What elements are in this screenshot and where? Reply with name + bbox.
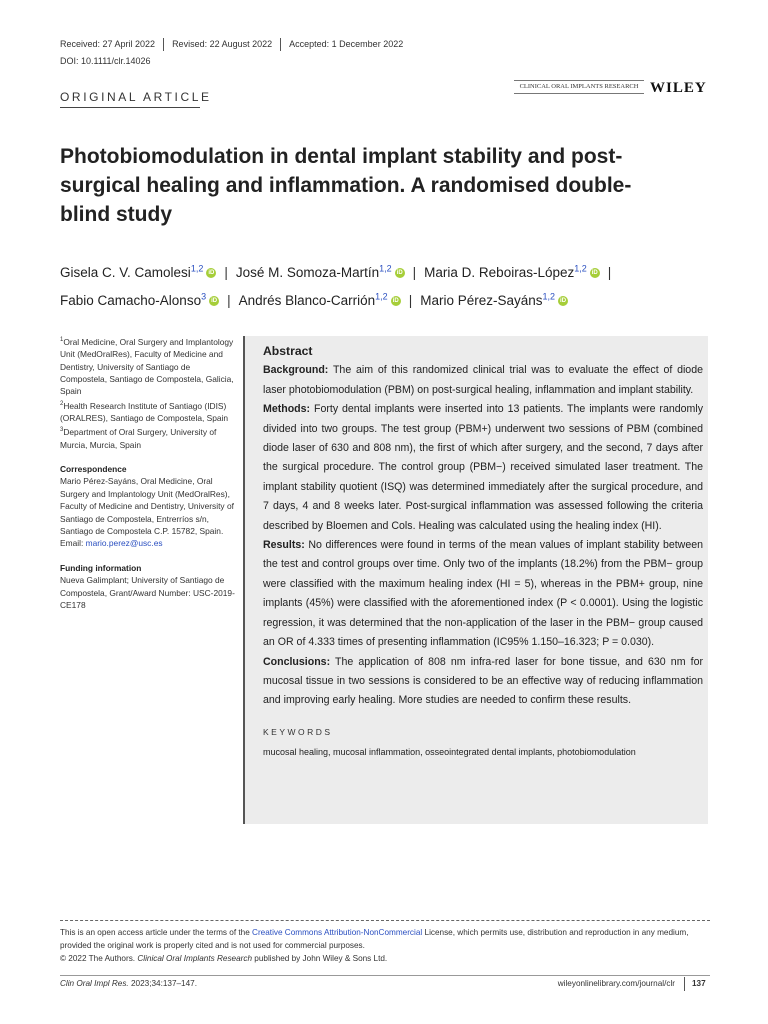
divider bbox=[163, 38, 164, 51]
author-separator: | bbox=[227, 293, 231, 308]
abstract-conclusions: Conclusions: The application of 808 nm infra-red laser for bone tissue, and 630 nm for mucosal tissue in two sessions is considered to be an effective way of reducing inflammation and improving early healing. More studies are needed to confirm these results. bbox=[263, 655, 703, 707]
keywords-heading: KEYWORDS bbox=[263, 726, 333, 737]
author-name[interactable]: Mario Pérez-Sayáns$^{1,2}$ iD bbox=[420, 291, 567, 308]
email-link[interactable]: mario.perez@usc.es bbox=[85, 538, 163, 549]
abstract-background: Background: The aim of this randomized clinical trial was to evaluate the effect of diode laser photobiomodulation (PBM) on post-surgical healing, inflammation and implant stability. bbox=[263, 364, 703, 396]
section-rule bbox=[60, 107, 200, 108]
author-affiliation: 1,2 bbox=[379, 263, 392, 273]
affiliation-item: $^3$Department of Oral Surgery, University of Murcia, Murcia, Spain bbox=[60, 427, 217, 450]
orcid-icon[interactable]: iD bbox=[591, 269, 598, 276]
author-name[interactable]: Maria D. Reboiras-López$^{1,2}$ iD bbox=[424, 263, 598, 280]
affiliation-item: $^1$Oral Medicine, Oral Surgery and Implantology Unit (MedOralRes), Faculty of Medicine and Dentistry, University of Santiago de Compostela, Santiago de Compostela, Galicia, Spain bbox=[60, 336, 234, 397]
author-name[interactable]: Andrés Blanco-Carrión$^{1,2}$ iD bbox=[238, 291, 399, 308]
abstract-box bbox=[243, 336, 708, 824]
abstract-methods: Methods: Forty dental implants were inserted into 13 patients. The implants were randomly divided into two groups. The test group (PBM+) underwent two sessions of PBM (combined diode laser of 630 and 808 nm), the first of which after surgery, and the second, 7 days after the surgical procedure. The control group (PBM−) received simulated laser treatment. The implant stability quotient (ISQ) was determined immediately after the surgical procedure, and 7 days, 4 and 8 weeks later. Post-surgical inflammation was assessed following the criteria described by Bloemen and Cols. Healing was calculated using the healing index (HI). bbox=[263, 403, 703, 532]
author-affiliation: 3 bbox=[201, 291, 207, 302]
funding-heading: Funding information bbox=[60, 562, 142, 573]
divider bbox=[684, 977, 685, 991]
page-number: 137 bbox=[692, 979, 706, 988]
correspondence-text: Mario Pérez-Sayáns, Oral Medicine, Oral Surgery and Implantology Unit (MedOralRes), Faculty of Medicine and Dentistry, University of Santiago de Compostela, Entrerríos s/n, Santiago de Compostela C.P. 15782, Spain. Email: mario.perez@usc.es bbox=[60, 476, 234, 549]
author-separator: | bbox=[607, 264, 612, 280]
author-name[interactable]: José M. Somoza-Martín$^{1,2}$ iD bbox=[235, 263, 403, 280]
author-list bbox=[60, 256, 720, 313]
doi[interactable]: DOI: 10.1111/clr.14026 bbox=[60, 56, 151, 66]
journal-url[interactable]: wileyonlinelibrary.com/journal/clr bbox=[557, 979, 675, 988]
correspondence bbox=[60, 463, 235, 550]
affiliation-item: $^2$Health Research Institute of Santiago (IDIS) (ORALRES), Santiago de Compostela, Spain bbox=[60, 400, 229, 424]
journal-logo: CLINICAL ORAL IMPLANTS RESEARCH bbox=[514, 80, 644, 94]
author-name[interactable]: Gisela C. V. Camolesi$^{1,2}$ iD bbox=[60, 263, 215, 280]
accepted-date: Accepted: 1 December 2022 bbox=[289, 38, 404, 49]
article-title: Photobiomodulation in dental implant stability and post-surgical healing and inflammation. A randomised double-blind study bbox=[60, 145, 632, 226]
author-affiliation: 1,2 bbox=[574, 263, 587, 273]
license-footnote: This is an open access article under the terms of the Creative Commons Attribution-NonCommercial License, which permits use, distribution and reproduction in any medium, provided the original work is properly cited and is not used for commercial purposes. © 2022 The Authors. Clinical Oral Implants Research published by John Wiley & Sons Ltd. bbox=[60, 928, 689, 963]
affiliations bbox=[60, 334, 235, 451]
footnote-rule bbox=[60, 920, 710, 921]
orcid-icon[interactable]: iD bbox=[208, 269, 215, 276]
section-label: ORIGINAL ARTICLE bbox=[60, 90, 212, 104]
orcid-icon[interactable]: iD bbox=[396, 269, 403, 276]
author-separator: | bbox=[224, 264, 228, 280]
author-affiliation: 1,2 bbox=[190, 263, 204, 273]
abstract-results: Results: No differences were found in terms of the mean values of implant stability between the test and control groups over time. Only two of the implants (18.2%) from the PBM− group were classified with the maximum healing index (HI = 5), whereas in the PBM+ group, nine implants (45%) were classified with the aforementioned index (P < 0.0001). Using the logistic regression, it was determined that the non-application of the laser in the PBM− group caused an OR of 4.333 times of presenting inflammation (IC95% 1.150–16.323; P = 0.030). bbox=[263, 539, 703, 649]
author-name[interactable]: Fabio Camacho-Alonso$^3$ iD bbox=[60, 291, 218, 308]
correspondence-heading: Correspondence bbox=[60, 464, 127, 475]
divider bbox=[280, 38, 281, 51]
orcid-icon[interactable]: iD bbox=[211, 298, 218, 305]
license-link[interactable]: Creative Commons Attribution-NonCommercial bbox=[252, 928, 423, 937]
bottom-rule bbox=[60, 975, 710, 976]
citation: Clin Oral Impl Res. 2023;34:137–147. bbox=[60, 979, 197, 988]
author-separator: | bbox=[408, 293, 413, 308]
orcid-icon[interactable]: iD bbox=[392, 298, 399, 305]
funding bbox=[60, 562, 235, 612]
publisher-logo: WILEY bbox=[650, 80, 707, 96]
author-affiliation: 1,2 bbox=[542, 291, 556, 302]
author-affiliation: 1,2 bbox=[375, 291, 388, 302]
article-dates bbox=[60, 38, 403, 51]
side-column bbox=[60, 334, 235, 624]
revised-date: Revised: 22 August 2022 bbox=[172, 38, 273, 49]
orcid-icon[interactable]: iD bbox=[560, 298, 567, 305]
funding-text: Nueva Galimplant; University of Santiago de Compostela, Grant/Award Number: USC-2019-CE178 bbox=[60, 575, 235, 611]
abstract-heading: Abstract bbox=[263, 344, 313, 358]
author-separator: | bbox=[412, 264, 417, 280]
received-date: Received: 27 April 2022 bbox=[60, 38, 156, 49]
keywords-list: mucosal healing, mucosal inflammation, osseointegrated dental implants, photobiomodulation bbox=[263, 747, 636, 758]
